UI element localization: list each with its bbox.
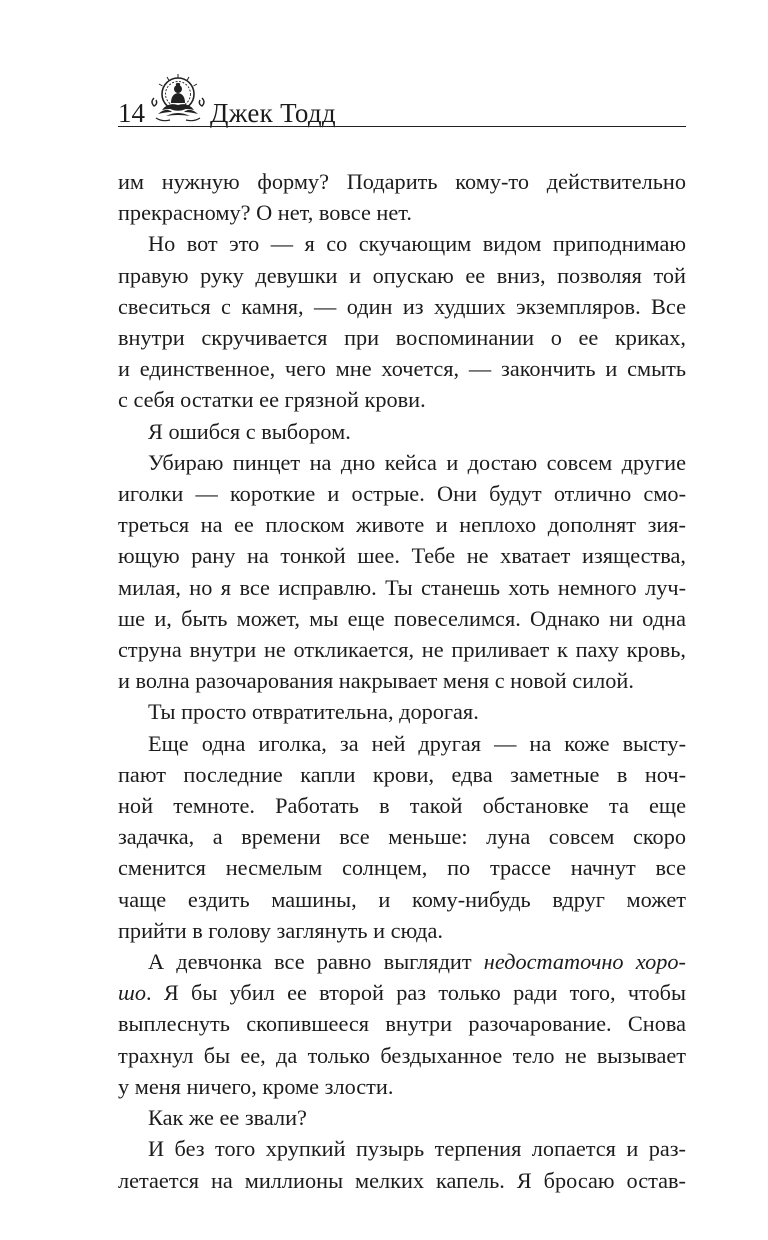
text-line: и единственное, чего мне хочется, — закончить и смыть xyxy=(118,356,686,382)
page-header xyxy=(118,68,686,128)
text-line xyxy=(118,946,686,977)
running-head-author: Джек Тодд xyxy=(210,98,336,128)
text-line: Убираю пинцет на дно кейса и достаю совсем другие xyxy=(148,449,686,475)
text-line: иголки — короткие и острые. Они будут отлично смо- xyxy=(118,481,686,507)
text-line xyxy=(118,977,686,1008)
italic-emphasis: шо xyxy=(118,980,146,1006)
text-line: задачка, а времени все меньше: луна совсем скоро xyxy=(118,824,686,850)
header-rule xyxy=(118,126,686,127)
text-line: выплеснуть скопившееся внутри разочарование. Снова xyxy=(118,1011,686,1037)
text-line: Но вот это — я со скучающим видом приподнимаю xyxy=(148,231,686,257)
text-line: и волна разочарования накрывает меня с новой силой. xyxy=(118,668,634,694)
page-number: 14 xyxy=(118,98,145,128)
text-line: с себя остатки ее грязной крови. xyxy=(118,387,426,413)
text-line: трахнул бы ее, да только бездыханное тело не вызывает xyxy=(118,1042,686,1068)
body-text xyxy=(118,166,686,1196)
text-fragment: . Я бы убил ее второй раз только ради того, чтобы xyxy=(145,980,686,1006)
text-line: милая, но я все исправлю. Ты станешь хоть немного луч- xyxy=(118,574,686,600)
italic-emphasis: недостаточно хоро- xyxy=(483,949,686,975)
text-line: правую руку девушки и опускаю ее вниз, позволяя той xyxy=(118,262,686,288)
text-line: Ты просто отвратительна, дорогая. xyxy=(148,699,479,725)
text-fragment: А девчонка все равно выглядит xyxy=(148,949,484,975)
text-line: внутри скручивается при воспоминании о ее криках, xyxy=(118,325,686,351)
text-line: сменится несмелым солнцем, по трассе начнут все xyxy=(118,855,686,881)
text-line: чаще ездить машины, и кому-нибудь вдруг может xyxy=(118,886,686,912)
text-line: летается на миллионы мелких капель. Я бросаю остав- xyxy=(118,1167,686,1193)
text-line: Еще одна иголка, за ней другая — на коже высту- xyxy=(148,730,686,756)
text-line: И без того хрупкий пузырь терпения лопается и раз- xyxy=(148,1136,686,1162)
text-line: прекрасному? О нет, вовсе нет. xyxy=(118,200,412,226)
text-line: треться на ее плоском животе и неплохо дополнят зия- xyxy=(118,512,686,538)
text-line: ющую рану на тонкой шее. Тебе не хватает изящества, xyxy=(118,543,686,569)
text-line: Я ошибся с выбором. xyxy=(148,418,351,444)
buddha-lotus-ornament-icon xyxy=(148,72,208,126)
text-line: свеситься с камня, — один из худших экземпляров. Все xyxy=(118,293,686,319)
text-line: пают последние капли крови, едва заметные в ноч- xyxy=(118,761,686,787)
text-line: у меня ничего, кроме злости. xyxy=(118,1073,394,1099)
text-line: ше и, быть может, мы еще повеселимся. Однако ни одна xyxy=(118,605,686,631)
text-line: струна внутри не откликается, не приливает к паху кровь, xyxy=(118,637,686,663)
text-line: прийти в голову заглянуть и сюда. xyxy=(118,917,443,943)
text-line: им нужную форму? Подарить кому-то действительно xyxy=(118,169,686,194)
text-line: ной темноте. Работать в такой обстановке та еще xyxy=(118,793,686,819)
text-line: Как же ее звали? xyxy=(148,1105,307,1131)
